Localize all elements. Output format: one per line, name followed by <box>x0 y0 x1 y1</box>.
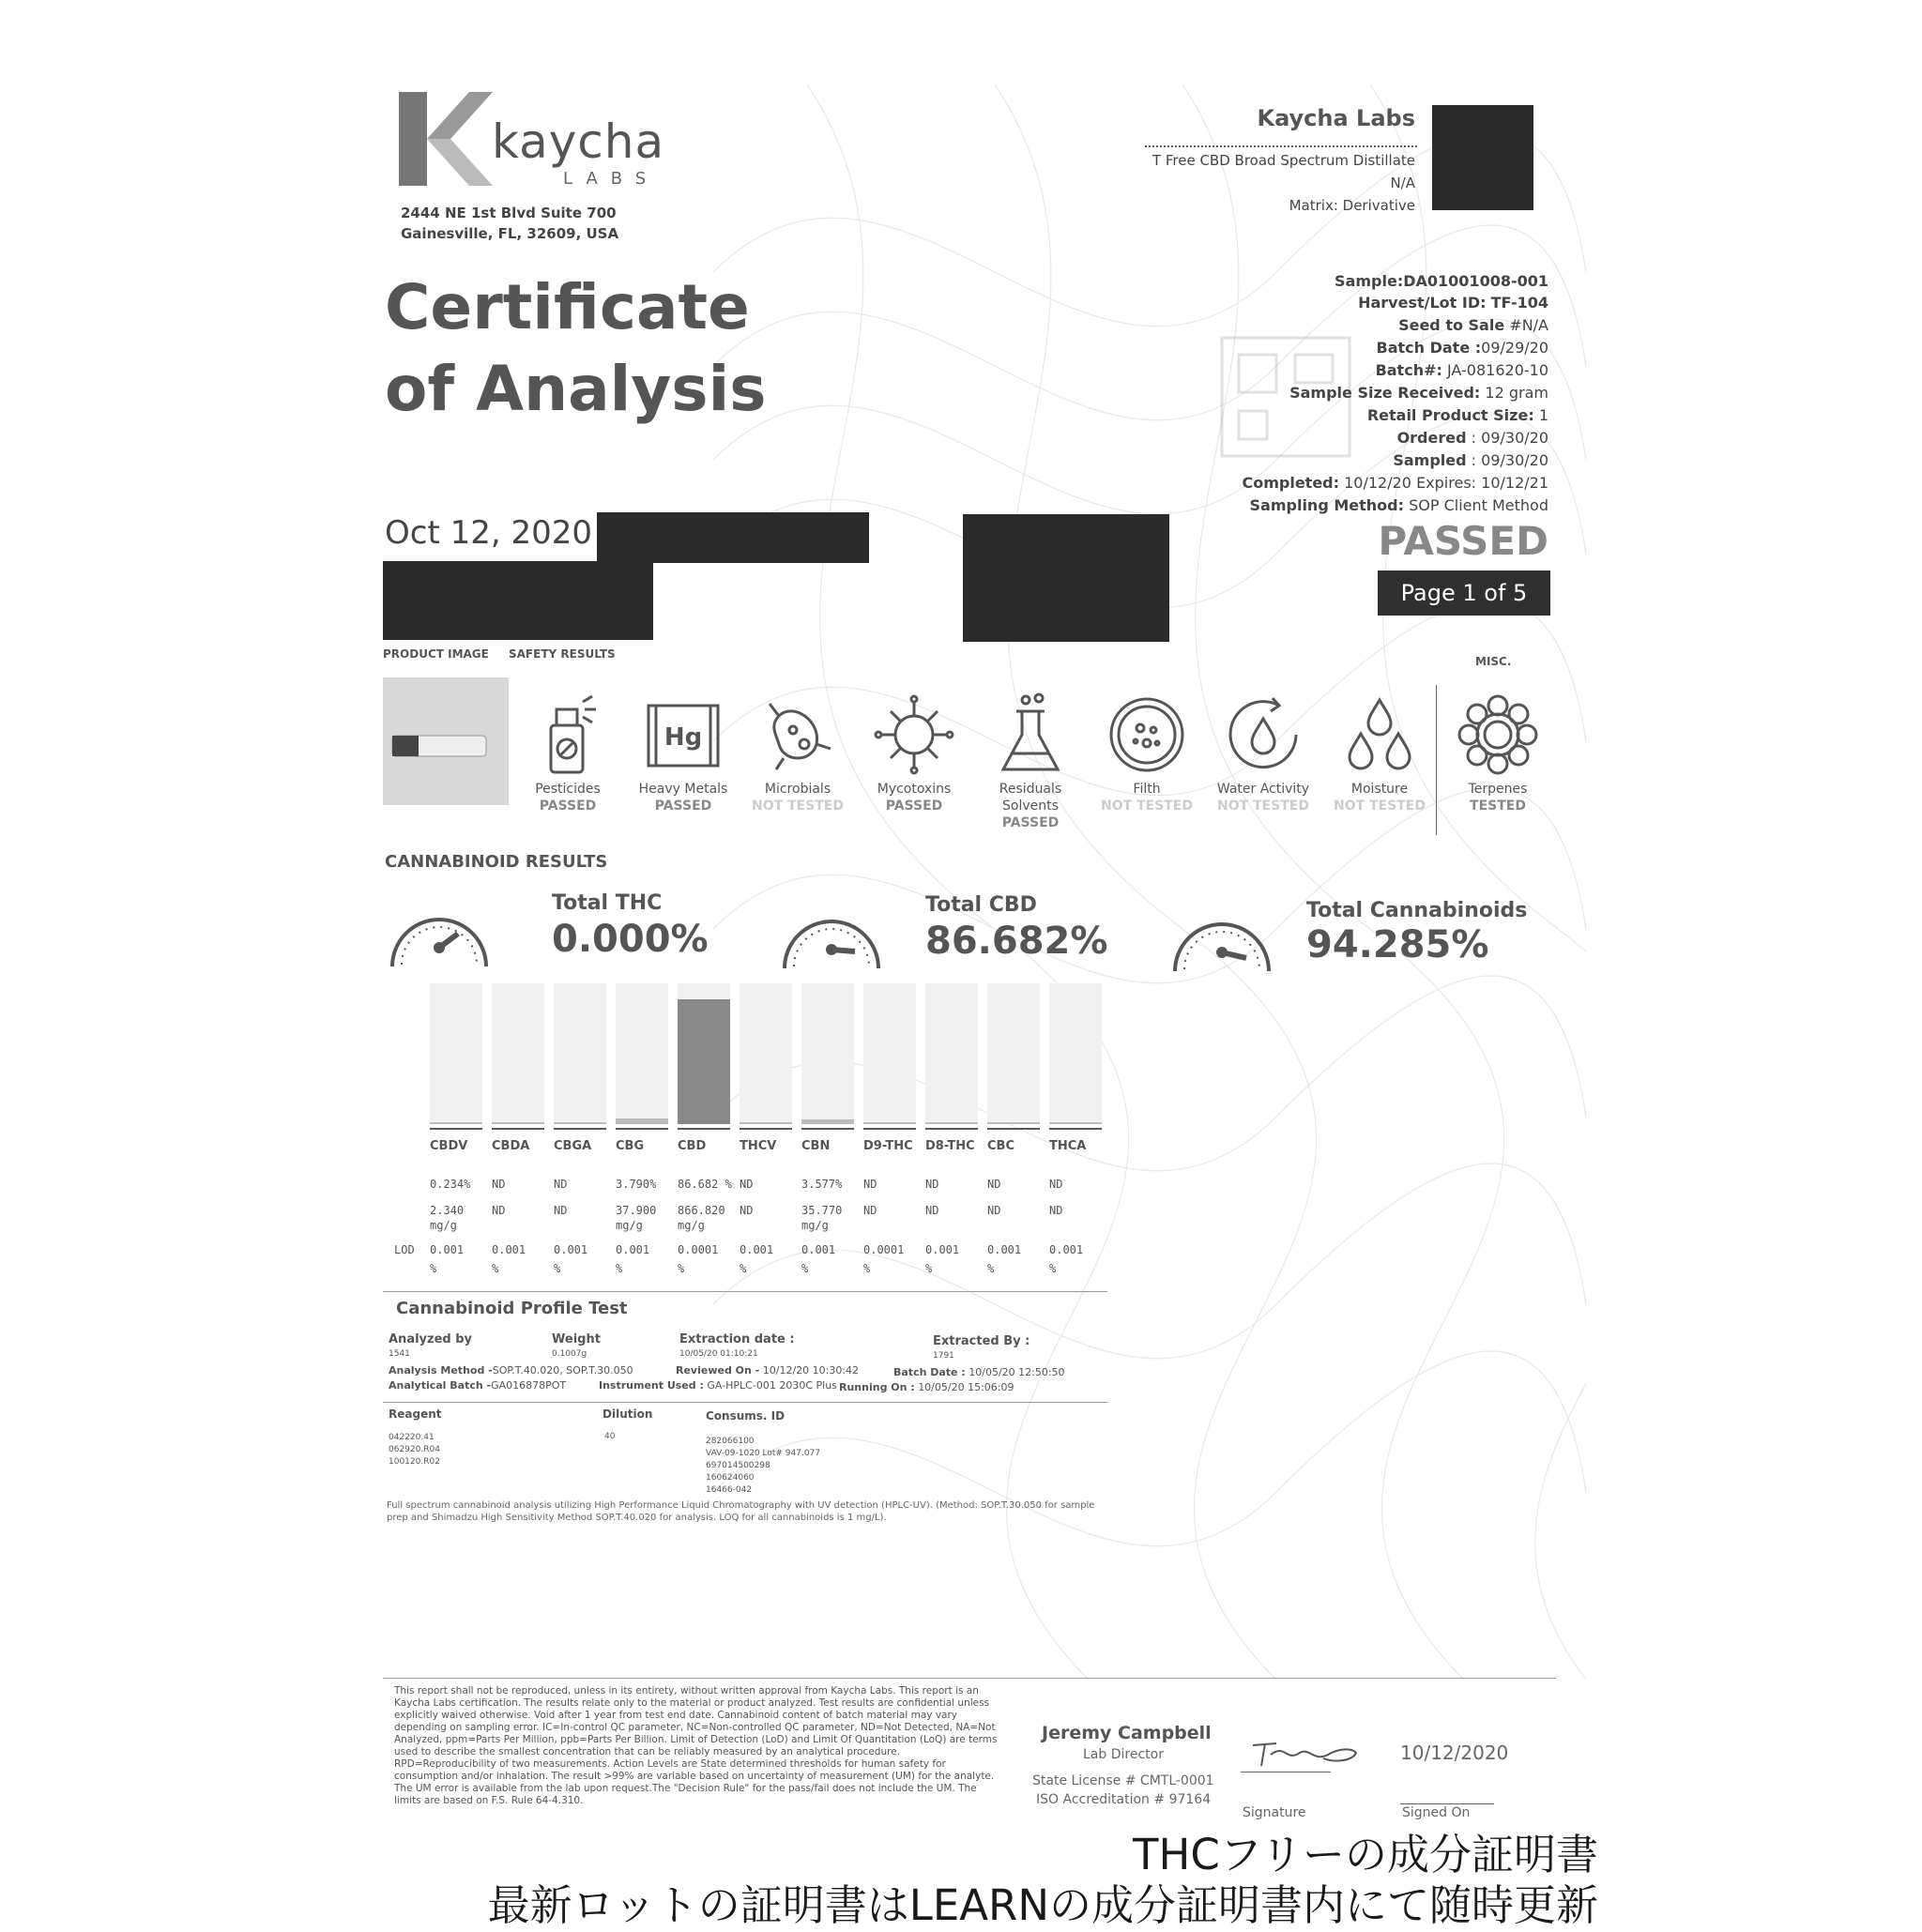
microbe-icon <box>755 692 840 777</box>
caption-line1: THCフリーの成分証明書 <box>1133 1830 1598 1879</box>
tick-label-cbdv: CBDV <box>430 1139 468 1153</box>
iso-accreditation: ISO Accreditation # 97164 <box>1036 1792 1212 1807</box>
bar-baseline <box>987 1128 1040 1130</box>
percent-value-thca: ND <box>1049 1178 1063 1191</box>
bar-fill-cbda <box>492 1122 544 1124</box>
sampled-date: Sampled : 09/30/20 <box>1393 451 1548 469</box>
product-matrix: Matrix: Derivative <box>1289 197 1415 214</box>
profile-title: Cannabinoid Profile Test <box>396 1299 628 1318</box>
lod-value-cbc: 0.001 <box>987 1243 1022 1256</box>
mg-value-cbd: 866.820 mg/g <box>678 1204 725 1232</box>
lod-unit-cbda: % <box>492 1262 499 1275</box>
title-line1: Certificate <box>385 271 750 343</box>
bar-baseline <box>801 1128 854 1130</box>
status-passed: PASSED <box>1378 518 1548 564</box>
lod-unit-cbga: % <box>554 1262 561 1275</box>
virus-icon <box>872 692 956 777</box>
safety-item-terpenes: Terpenes TESTED <box>1451 692 1545 814</box>
spray-bottle-icon <box>530 692 605 777</box>
lod-unit-d8-thc: % <box>925 1262 933 1275</box>
address-line2: Gainesville, FL, 32609, USA <box>401 225 619 242</box>
bar-background <box>987 983 1040 1124</box>
lod-value-thcv: 0.001 <box>740 1243 774 1256</box>
safety-item-heavy-metals: Hg Heavy Metals PASSED <box>636 692 730 814</box>
lod-value-cbda: 0.001 <box>492 1243 526 1256</box>
percent-value-cbn: 3.577% <box>801 1178 843 1191</box>
bar-baseline <box>554 1128 606 1130</box>
signature-image <box>1248 1734 1361 1772</box>
bar-baseline <box>678 1128 730 1130</box>
mg-value-d8-thc: ND <box>925 1204 939 1217</box>
percent-value-cbdv: 0.234% <box>430 1178 471 1191</box>
water-drop-icon <box>1221 692 1305 777</box>
lod-value-d8-thc: 0.001 <box>925 1243 960 1256</box>
gauge-total-icon <box>1166 896 1278 981</box>
bar-baseline <box>925 1128 978 1130</box>
page-indicator: Page 1 of 5 <box>1378 570 1550 616</box>
total-cannabinoids-value: 94.285% <box>1306 923 1489 966</box>
completed-date: Completed: 10/12/20 Expires: 10/12/21 <box>1242 474 1548 492</box>
total-thc-value: 0.000% <box>552 918 709 961</box>
reagent-header: Reagent <box>389 1407 442 1421</box>
lod-unit-thcv: % <box>740 1262 747 1275</box>
flask-icon <box>988 692 1073 777</box>
bar-background <box>492 983 544 1124</box>
lod-value-cbn: 0.001 <box>801 1243 836 1256</box>
caption-line2: 最新ロットの証明書はLEARNの成分証明書内にて随時更新 <box>487 1880 1598 1930</box>
safety-item-water-activity: Water Activity NOT TESTED <box>1216 692 1310 814</box>
bar-fill-cbc <box>987 1122 1040 1124</box>
redaction-block <box>383 561 653 640</box>
bar-background <box>740 983 792 1124</box>
total-cbd-label: Total CBD <box>925 893 1037 917</box>
lod-unit-cbc: % <box>987 1262 995 1275</box>
safety-item-pesticides: Pesticides PASSED <box>521 692 615 814</box>
mg-value-thcv: ND <box>740 1204 754 1217</box>
lod-value-d9-thc: 0.0001 <box>863 1243 905 1256</box>
total-thc-label: Total THC <box>552 891 663 915</box>
tick-label-cbd: CBD <box>678 1139 707 1153</box>
percent-value-cbda: ND <box>492 1178 506 1191</box>
tick-label-cbda: CBDA <box>492 1139 530 1153</box>
lod-value-thca: 0.001 <box>1049 1243 1084 1256</box>
percent-value-cbd: 86.682 % <box>678 1178 732 1191</box>
director-title: Lab Director <box>1083 1747 1164 1762</box>
bar-baseline <box>430 1128 482 1130</box>
mg-value-cbdv: 2.340 mg/g <box>430 1204 465 1232</box>
tick-label-cbc: CBC <box>987 1139 1014 1153</box>
tick-label-cbg: CBG <box>616 1139 645 1153</box>
kaycha-logo-icon <box>399 92 493 186</box>
bar-fill-cbdv <box>430 1122 482 1124</box>
bar-baseline <box>616 1128 668 1130</box>
tick-label-thcv: THCV <box>740 1139 777 1153</box>
brand-name: kaycha <box>492 114 665 169</box>
address-line1: 2444 NE 1st Blvd Suite 700 <box>401 205 617 221</box>
sample-id: Sample:DA01001008-001 <box>1335 272 1548 290</box>
bar-fill-cbd <box>678 999 730 1124</box>
consums-header: Consums. ID <box>706 1409 786 1422</box>
bar-background <box>863 983 916 1124</box>
consums-list: 282066100 VAV-09-1020 Lot# 947.077 697014500298 160624060 16466-042 <box>706 1437 821 1495</box>
state-license: State License # CMTL-0001 <box>1032 1773 1214 1788</box>
mg-value-cbn: 35.770 mg/g <box>801 1204 843 1232</box>
percent-value-d9-thc: ND <box>863 1178 877 1191</box>
bar-baseline <box>1049 1128 1102 1130</box>
redaction-block <box>1432 105 1533 210</box>
percent-value-cbga: ND <box>554 1178 568 1191</box>
lod-unit-cbdv: % <box>430 1262 437 1275</box>
divider <box>383 1678 1556 1679</box>
mg-value-d9-thc: ND <box>863 1204 877 1217</box>
harvest-lot: Harvest/Lot ID: TF-104 <box>1358 294 1548 312</box>
divider <box>383 1291 1107 1292</box>
lod-unit-cbn: % <box>801 1262 809 1275</box>
drops-icon <box>1337 692 1422 777</box>
dilution-header: Dilution <box>603 1407 653 1421</box>
product-name: T Free CBD Broad Spectrum Distillate <box>1152 152 1415 169</box>
safety-item-filth: Filth NOT TESTED <box>1100 692 1194 814</box>
mg-value-cbg: 37.900 mg/g <box>616 1204 657 1232</box>
bar-fill-cbg <box>616 1118 668 1124</box>
cannabinoid-results-title: CANNABINOID RESULTS <box>385 852 608 872</box>
mg-value-thca: ND <box>1049 1204 1063 1217</box>
hg-icon <box>641 692 725 777</box>
bar-fill-cbn <box>801 1119 854 1124</box>
bar-background <box>801 983 854 1124</box>
director-name: Jeremy Campbell <box>1042 1723 1212 1743</box>
dotted-divider <box>1145 145 1417 148</box>
title-line2: of Analysis <box>385 353 767 425</box>
safety-item-mycotoxins: Mycotoxins PASSED <box>867 692 961 814</box>
tick-label-cbn: CBN <box>801 1139 831 1153</box>
lod-value-cbga: 0.001 <box>554 1243 588 1256</box>
percent-value-cbg: 3.790% <box>616 1178 657 1191</box>
bar-fill-thca <box>1049 1122 1102 1124</box>
tick-label-thca: THCA <box>1049 1139 1087 1153</box>
total-cbd-value: 86.682% <box>925 920 1108 963</box>
gauge-cbd-icon <box>775 893 888 978</box>
percent-value-cbc: ND <box>987 1178 1001 1191</box>
signed-date: 10/12/2020 <box>1400 1742 1509 1764</box>
mg-value-cbda: ND <box>492 1204 506 1217</box>
bar-background <box>925 983 978 1124</box>
signed-on-label: Signed On <box>1402 1805 1471 1820</box>
lod-unit-thca: % <box>1049 1262 1057 1275</box>
bar-baseline <box>863 1128 916 1130</box>
brand-sub: LABS <box>563 169 660 189</box>
misc-divider <box>1436 685 1437 835</box>
safety-item-moisture: Moisture NOT TESTED <box>1333 692 1426 814</box>
profile-meta: Analyzed by 1541 Weight 0.1007g Extraction date : 10/05/20 01:10:21 Extracted By : 1791 Analysis Method -SOP.T.40.020, SOP.T.30.050 Reviewed On - 10/12/20 10:30:42 Batch Date : 10/05/20 12:50:50 Analytical Batch -GA016878POT Instrument Used : GA-HPLC-001 2030C Plus Running On : 10/05/20 15:06:09 <box>389 1332 1065 1393</box>
batch-number: Batch#: JA-081620-10 <box>1375 361 1548 379</box>
tick-label-cbga: CBGA <box>554 1139 592 1153</box>
lod-unit-d9-thc: % <box>863 1262 871 1275</box>
bar-background <box>616 983 668 1124</box>
svg-text:Hg: Hg <box>664 723 703 752</box>
disclaimer: This report shall not be reproduced, unless in its entirety, without written approval from Kaycha Labs. This report is an Kaycha Labs certification. The results relate only to the material or product analyzed. Test results are confidential unless explicitly waived otherwise. Void after 1 year from test end date. Cannabinoid content of batch material may vary depending on sampling error. IC=In-control QC parameter, NC=Non-controlled QC parameter, ND=Not Detected, NA=Not Analyzed, ppm=Parts Per Million, ppb=Parts Per Billion. Limit of Detection (LoD) and Limit Of Quantitation (LoQ) are terms used to describe the smallest concentration that can be reliably measured by an analytical procedure. RPD=Reproducibility of two measurements. Action Levels are State determined thresholds for human safety for consumption and/or inhalation. The result >99% are variable based on uncertainty of measurement (UM) for the analyte. The UM error is available from the lab upon request.The "Decision Rule" for the pass/fail does not include the UM. The limits are based on F.S. Rule 64-4.310. <box>394 1685 998 1806</box>
safety-results-label: SAFETY RESULTS <box>509 647 616 661</box>
total-cannabinoids-label: Total Cannabinoids <box>1306 899 1528 922</box>
seed-to-sale: Seed to Sale #N/A <box>1398 316 1548 334</box>
bar-baseline <box>492 1128 544 1130</box>
vial-icon <box>383 677 509 805</box>
dilution-value: 40 <box>604 1432 616 1441</box>
bar-fill-thcv <box>740 1122 792 1124</box>
tick-label-d9-thc: D9-THC <box>863 1139 913 1153</box>
product-image <box>383 677 509 805</box>
signature-label: Signature <box>1243 1805 1306 1820</box>
redaction-block <box>963 514 1169 642</box>
percent-value-d8-thc: ND <box>925 1178 939 1191</box>
lod-unit-cbd: % <box>678 1262 685 1275</box>
mg-value-cbga: ND <box>554 1204 568 1217</box>
petri-dish-icon <box>1105 692 1189 777</box>
bar-fill-cbga <box>554 1122 606 1124</box>
flower-icon <box>1456 692 1540 777</box>
sampling-method: Sampling Method: SOP Client Method <box>1249 496 1548 514</box>
misc-label: MISC. <box>1475 655 1512 668</box>
bar-fill-d8-thc <box>925 1122 978 1124</box>
retail-size: Retail Product Size: 1 <box>1366 406 1548 424</box>
lod-value-cbdv: 0.001 <box>430 1243 465 1256</box>
safety-item-residual-solvents: Residuals Solvents PASSED <box>984 692 1077 831</box>
sample-size: Sample Size Received: 12 gram <box>1289 384 1548 402</box>
product-na: N/A <box>1390 175 1415 191</box>
lod-value-cbg: 0.001 <box>616 1243 650 1256</box>
ordered-date: Ordered : 09/30/20 <box>1396 429 1548 447</box>
safety-item-microbials: Microbials NOT TESTED <box>751 692 845 814</box>
lod-unit-cbg: % <box>616 1262 623 1275</box>
bar-background <box>1049 983 1102 1124</box>
method-note: Full spectrum cannabinoid analysis utilizing High Performance Liquid Chromatography with UV detection (HPLC-UV). (Method: SOP.T.30.050 for sample prep and Shimadzu High Sensitivity Method SOP.T.40.020 for analysis. LOQ for all cannabinoids is 1 mg/L). <box>387 1500 1095 1523</box>
tick-label-d8-thc: D8-THC <box>925 1139 975 1153</box>
bar-background <box>554 983 606 1124</box>
divider <box>383 1402 1107 1403</box>
mg-value-cbc: ND <box>987 1204 1001 1217</box>
lab-name: Kaycha Labs <box>1257 105 1415 131</box>
bar-fill-d9-thc <box>863 1122 916 1124</box>
gauge-thc-icon <box>383 891 496 976</box>
lod-value-cbd: 0.0001 <box>678 1243 719 1256</box>
batch-date: Batch Date :09/29/20 <box>1376 339 1548 357</box>
reagent-list: 042220.41 062920.R04 100120.R02 <box>389 1433 440 1467</box>
redaction-block <box>597 512 869 563</box>
bar-baseline <box>740 1128 792 1130</box>
lod-label: LOD <box>394 1243 415 1256</box>
bar-background <box>430 983 482 1124</box>
signed-on-line <box>1400 1803 1494 1804</box>
percent-value-thcv: ND <box>740 1178 754 1191</box>
product-image-label: PRODUCT IMAGE <box>383 647 489 661</box>
report-date: Oct 12, 2020 <box>385 514 592 552</box>
